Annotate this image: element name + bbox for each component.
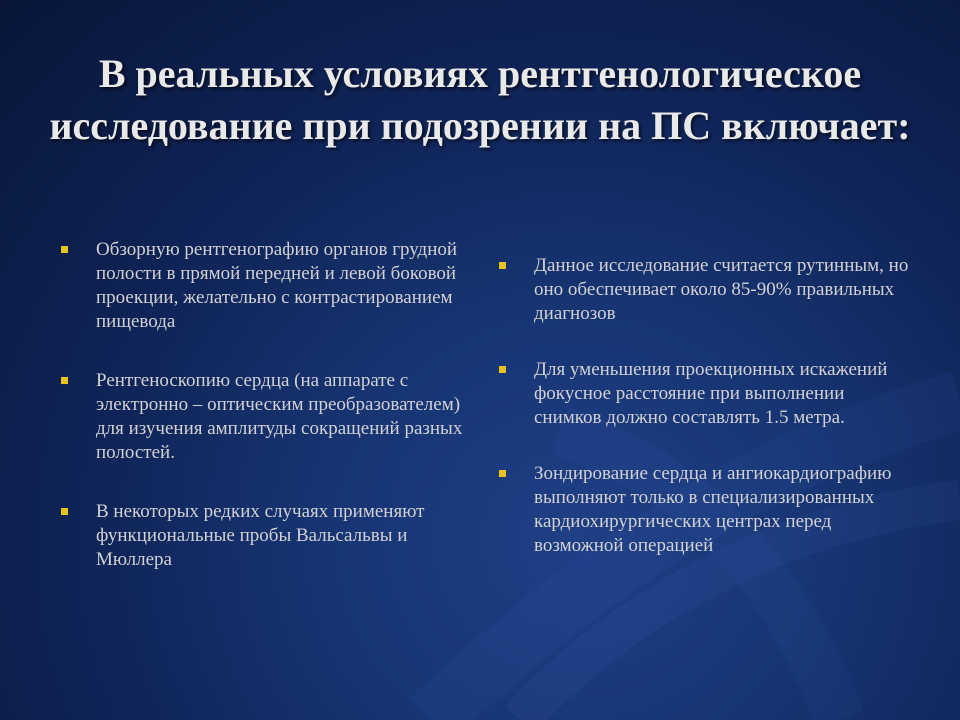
square-bullet-icon [61,377,68,384]
bullet-text: Для уменьшения проекционных искажений фокусное расстояние при выполнении снимков должно составлять 1.5 метра. [534,359,888,428]
bullet-text: Обзорную рентгенографию органов грудной полости в прямой передней и левой боковой проекции, желательно с контрастированием пищевода [96,239,458,332]
slide-title: В реальных условиях рентгенологическое исследование при подозрении на ПС включает: [49,51,911,148]
left-bullet-list [56,238,476,607]
bullet-text: Данное исследование считается рутинным, но оно обеспечивает около 85-90% правильных диагнозов [534,255,909,324]
bullet-text: Рентгеноскопию сердца (на аппарате с электронно – оптическим преобразователем) для изучения амплитуды сокращений разных полостей. [96,370,463,463]
bullet-item [56,500,476,572]
bullet-item [56,369,476,465]
square-bullet-icon [61,508,68,515]
square-bullet-icon [499,470,506,477]
bullet-text: Зондирование сердца и ангиокардиографию выполняют только в специализированных кардиохирургических центрах перед возможной операцией [534,463,892,556]
right-bullet-list [494,254,914,590]
bullet-text: В некоторых редких случаях применяют функциональные пробы Вальсальвы и Мюллера [96,501,425,570]
bullet-item [494,254,914,326]
square-bullet-icon [61,246,68,253]
square-bullet-icon [499,262,506,269]
bullet-item [494,358,914,430]
bullet-item [494,462,914,558]
bullet-item [56,238,476,334]
square-bullet-icon [499,366,506,373]
